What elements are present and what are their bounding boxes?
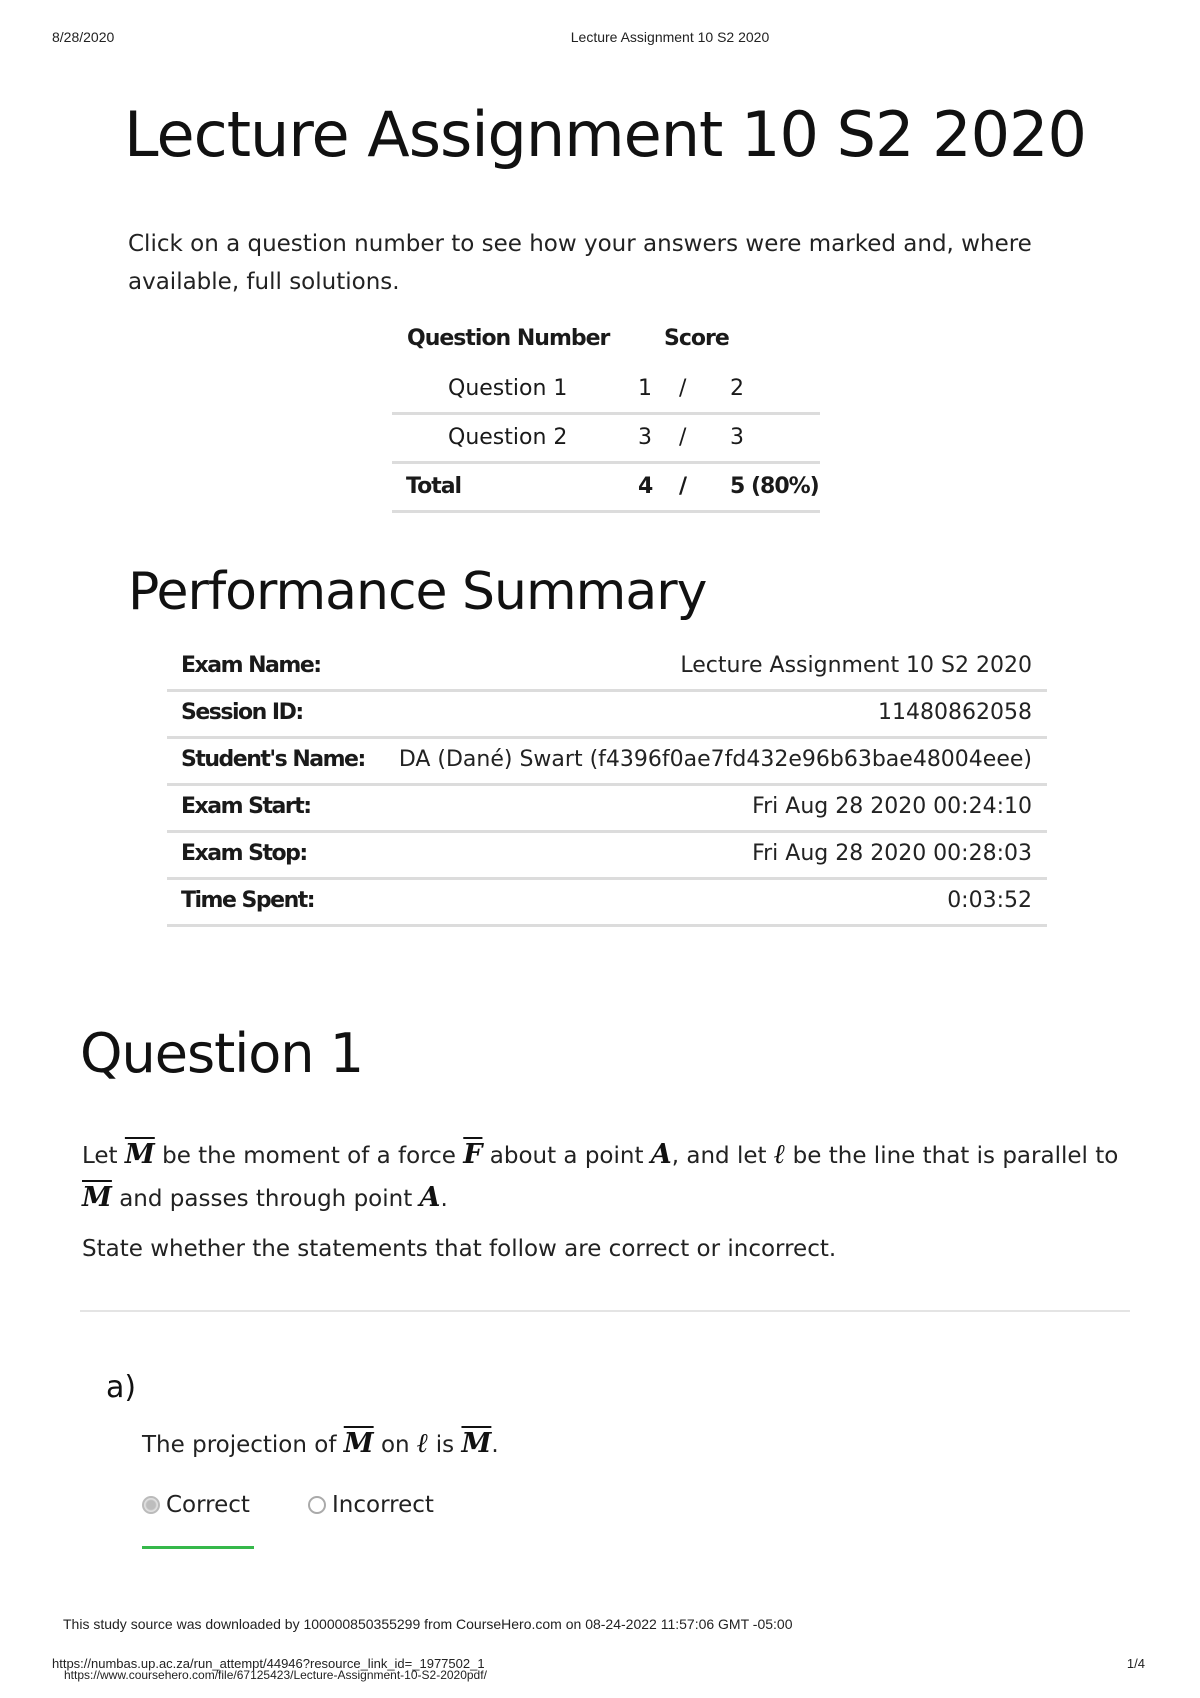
summary-row-session-id [167, 692, 1047, 739]
print-header-title: Lecture Assignment 10 S2 2020 [570, 29, 770, 45]
point-a: A [419, 1182, 441, 1213]
score-possible: 2 [730, 376, 744, 401]
body-text: and passes through point [111, 1186, 420, 1212]
total-separator: / [679, 474, 687, 499]
score-row-question-1[interactable] [392, 366, 820, 415]
summary-value: Fri Aug 28 2020 00:28:03 [752, 841, 1032, 866]
total-possible: 5 (80%) [730, 474, 819, 499]
score-separator: / [679, 425, 687, 450]
summary-key: Exam Name: [181, 653, 321, 678]
performance-summary-title: Performance Summary [128, 562, 707, 622]
summary-key: Time Spent: [181, 888, 315, 913]
line-l: ℓ [773, 1139, 786, 1170]
page-title: Lecture Assignment 10 S2 2020 [124, 98, 1086, 171]
header-score: Score [664, 326, 729, 351]
part-a-label: a) [106, 1370, 137, 1405]
question-1-title: Question 1 [80, 1022, 364, 1085]
question-link[interactable]: Question 1 [448, 376, 568, 401]
score-earned: 1 [638, 376, 652, 401]
summary-value: Lecture Assignment 10 S2 2020 [680, 653, 1032, 678]
stmt-text: . [491, 1432, 499, 1458]
stmt-text: The projection of [142, 1432, 344, 1458]
summary-row-exam-start [167, 786, 1047, 833]
option-correct-label: Correct [166, 1492, 250, 1518]
total-label: Total [406, 474, 462, 499]
header-question-number: Question Number [407, 326, 610, 351]
summary-value: 0:03:52 [947, 888, 1032, 913]
correct-feedback-bar [142, 1546, 254, 1549]
summary-key: Student's Name: [181, 747, 365, 772]
summary-key: Exam Start: [181, 794, 311, 819]
body-text: be the line that is parallel to [785, 1143, 1119, 1169]
vector-f: $\overline{F}$ [463, 1139, 483, 1170]
radio-checked-icon[interactable] [142, 1496, 160, 1514]
stmt-text: on [373, 1432, 417, 1458]
download-note: This study source was downloaded by 100000850355299 from CourseHero.com on 08-24-2022 11:57:06 GMT -05:00 [63, 1616, 793, 1632]
body-text: , and let [671, 1143, 774, 1169]
summary-row-exam-stop [167, 833, 1047, 880]
score-row-question-2[interactable] [392, 415, 820, 464]
radio-unchecked-icon[interactable] [308, 1496, 326, 1514]
line-l: ℓ [416, 1428, 429, 1459]
body-text: about a point [482, 1143, 651, 1169]
score-possible: 3 [730, 425, 744, 450]
page-number: 1/4 [1126, 1656, 1145, 1671]
option-correct[interactable] [142, 1492, 250, 1518]
summary-row-time-spent [167, 880, 1047, 927]
vector-m: $\overline{M}$ [82, 1182, 112, 1213]
question-link[interactable]: Question 2 [448, 425, 568, 450]
score-earned: 3 [638, 425, 652, 450]
option-incorrect-label: Incorrect [332, 1492, 434, 1518]
section-divider [80, 1310, 1130, 1312]
summary-key: Exam Stop: [181, 841, 307, 866]
total-earned: 4 [638, 474, 653, 499]
point-a: A [650, 1139, 672, 1170]
question-1-body [82, 1134, 1142, 1220]
vector-m: $\overline{M}$ [461, 1428, 492, 1459]
print-date: 8/28/2020 [52, 29, 115, 45]
score-table [392, 320, 820, 513]
vector-m: $\overline{M}$ [124, 1139, 155, 1170]
body-text: be the moment of a force [154, 1143, 464, 1169]
performance-summary-table [167, 645, 1047, 927]
score-separator: / [679, 376, 687, 401]
summary-value: Fri Aug 28 2020 00:24:10 [752, 794, 1032, 819]
stmt-text: is [428, 1432, 462, 1458]
question-1-instruction: State whether the statements that follow are correct or incorrect. [82, 1236, 837, 1262]
print-url: https://numbas.up.ac.za/run_attempt/44946?resource_link_id=_1977502_1 [52, 1656, 485, 1671]
option-incorrect[interactable] [308, 1492, 434, 1518]
vector-m: $\overline{M}$ [343, 1428, 374, 1459]
body-text: Let [82, 1143, 125, 1169]
body-text: . [440, 1186, 448, 1212]
summary-key: Session ID: [181, 700, 303, 725]
source-url: https://www.coursehero.com/file/67125423/Lecture-Assignment-10-S2-2020pdf/ [64, 1668, 487, 1682]
summary-row-student-name [167, 739, 1047, 786]
score-table-header [392, 320, 820, 366]
score-row-total [392, 464, 820, 513]
summary-value: DA (Dané) Swart (f4396f0ae7fd432e96b63bae48004eee) [398, 747, 1032, 772]
summary-value: 11480862058 [878, 700, 1032, 725]
part-a-statement [142, 1428, 499, 1459]
intro-text: Click on a question number to see how your answers were marked and, where available, full solutions. [128, 231, 1032, 295]
summary-row-exam-name [167, 645, 1047, 692]
